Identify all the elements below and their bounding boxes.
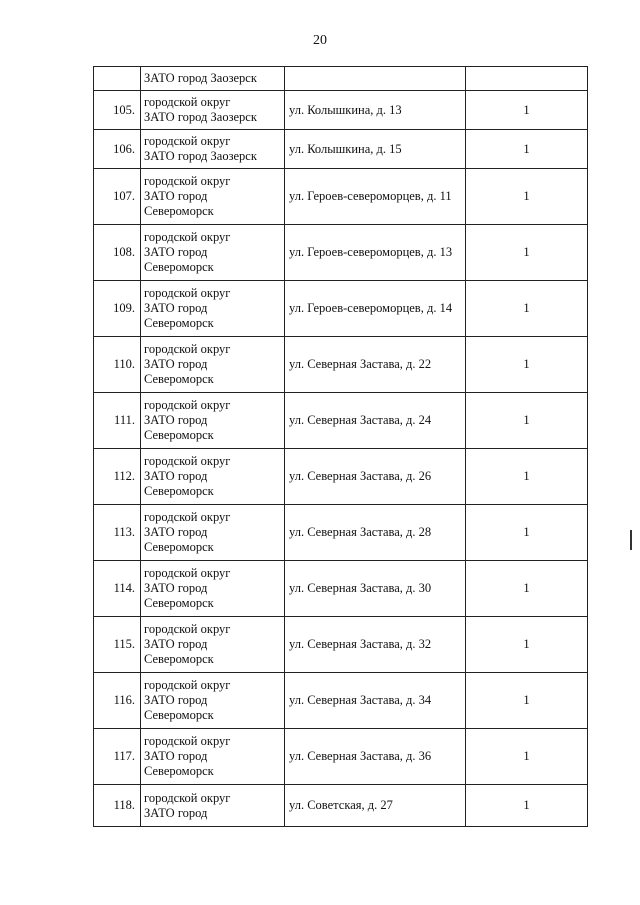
row-number: 115.	[94, 617, 141, 673]
count-cell: 1	[466, 281, 588, 337]
count-cell: 1	[466, 729, 588, 785]
row-number: 108.	[94, 225, 141, 281]
address-cell	[285, 67, 466, 91]
address-cell: ул. Героев-североморцев, д. 14	[285, 281, 466, 337]
municipality-cell: городской округ ЗАТО город Заозерск	[141, 91, 285, 130]
municipality-cell: городской округ ЗАТО город Североморск	[141, 561, 285, 617]
row-number: 113.	[94, 505, 141, 561]
address-table	[93, 66, 588, 827]
count-cell: 1	[466, 393, 588, 449]
municipality-cell: городской округ ЗАТО город Североморск	[141, 617, 285, 673]
municipality-cell: городской округ ЗАТО город Североморск	[141, 505, 285, 561]
address-cell: ул. Северная Застава, д. 28	[285, 505, 466, 561]
table-row	[94, 169, 588, 225]
table-row	[94, 225, 588, 281]
row-number: 117.	[94, 729, 141, 785]
municipality-cell: городской округ ЗАТО город Североморск	[141, 449, 285, 505]
row-number: 111.	[94, 393, 141, 449]
address-cell: ул. Героев-североморцев, д. 13	[285, 225, 466, 281]
count-cell	[466, 67, 588, 91]
count-cell: 1	[466, 561, 588, 617]
table-row	[94, 449, 588, 505]
municipality-cell: городской округ ЗАТО город Североморск	[141, 337, 285, 393]
address-cell: ул. Северная Застава, д. 26	[285, 449, 466, 505]
municipality-cell: ЗАТО город Заозерск	[141, 67, 285, 91]
address-cell: ул. Героев-североморцев, д. 11	[285, 169, 466, 225]
count-cell: 1	[466, 225, 588, 281]
address-cell: ул. Северная Застава, д. 22	[285, 337, 466, 393]
count-cell: 1	[466, 169, 588, 225]
table-row	[94, 673, 588, 729]
municipality-cell: городской округ ЗАТО город Североморск	[141, 673, 285, 729]
municipality-cell: городской округ ЗАТО город Североморск	[141, 729, 285, 785]
table-row	[94, 67, 588, 91]
table-row	[94, 785, 588, 827]
municipality-cell: городской округ ЗАТО город Североморск	[141, 225, 285, 281]
municipality-cell: городской округ ЗАТО город Североморск	[141, 393, 285, 449]
municipality-cell: городской округ ЗАТО город Заозерск	[141, 130, 285, 169]
count-cell: 1	[466, 505, 588, 561]
count-cell: 1	[466, 617, 588, 673]
table-row	[94, 561, 588, 617]
row-number: 106.	[94, 130, 141, 169]
address-cell: ул. Колышкина, д. 15	[285, 130, 466, 169]
table-row	[94, 617, 588, 673]
municipality-cell: городской округ ЗАТО город	[141, 785, 285, 827]
row-number: 112.	[94, 449, 141, 505]
row-number: 114.	[94, 561, 141, 617]
table-row	[94, 393, 588, 449]
row-number: 118.	[94, 785, 141, 827]
row-number	[94, 67, 141, 91]
row-number: 105.	[94, 91, 141, 130]
address-cell: ул. Северная Застава, д. 24	[285, 393, 466, 449]
count-cell: 1	[466, 673, 588, 729]
row-number: 107.	[94, 169, 141, 225]
address-cell: ул. Колышкина, д. 13	[285, 91, 466, 130]
count-cell: 1	[466, 449, 588, 505]
table-row	[94, 505, 588, 561]
address-cell: ул. Северная Застава, д. 34	[285, 673, 466, 729]
page-number: 20	[313, 33, 327, 48]
count-cell: 1	[466, 785, 588, 827]
address-cell: ул. Советская, д. 27	[285, 785, 466, 827]
address-cell: ул. Северная Застава, д. 30	[285, 561, 466, 617]
address-cell: ул. Северная Застава, д. 32	[285, 617, 466, 673]
row-number: 116.	[94, 673, 141, 729]
count-cell: 1	[466, 337, 588, 393]
table-row	[94, 281, 588, 337]
count-cell: 1	[466, 130, 588, 169]
row-number: 109.	[94, 281, 141, 337]
table-row	[94, 337, 588, 393]
table-row	[94, 91, 588, 130]
table-row	[94, 729, 588, 785]
count-cell: 1	[466, 91, 588, 130]
scan-margin-mark	[630, 530, 632, 550]
municipality-cell: городской округ ЗАТО город Североморск	[141, 169, 285, 225]
row-number: 110.	[94, 337, 141, 393]
table-row	[94, 130, 588, 169]
municipality-cell: городской округ ЗАТО город Североморск	[141, 281, 285, 337]
address-cell: ул. Северная Застава, д. 36	[285, 729, 466, 785]
